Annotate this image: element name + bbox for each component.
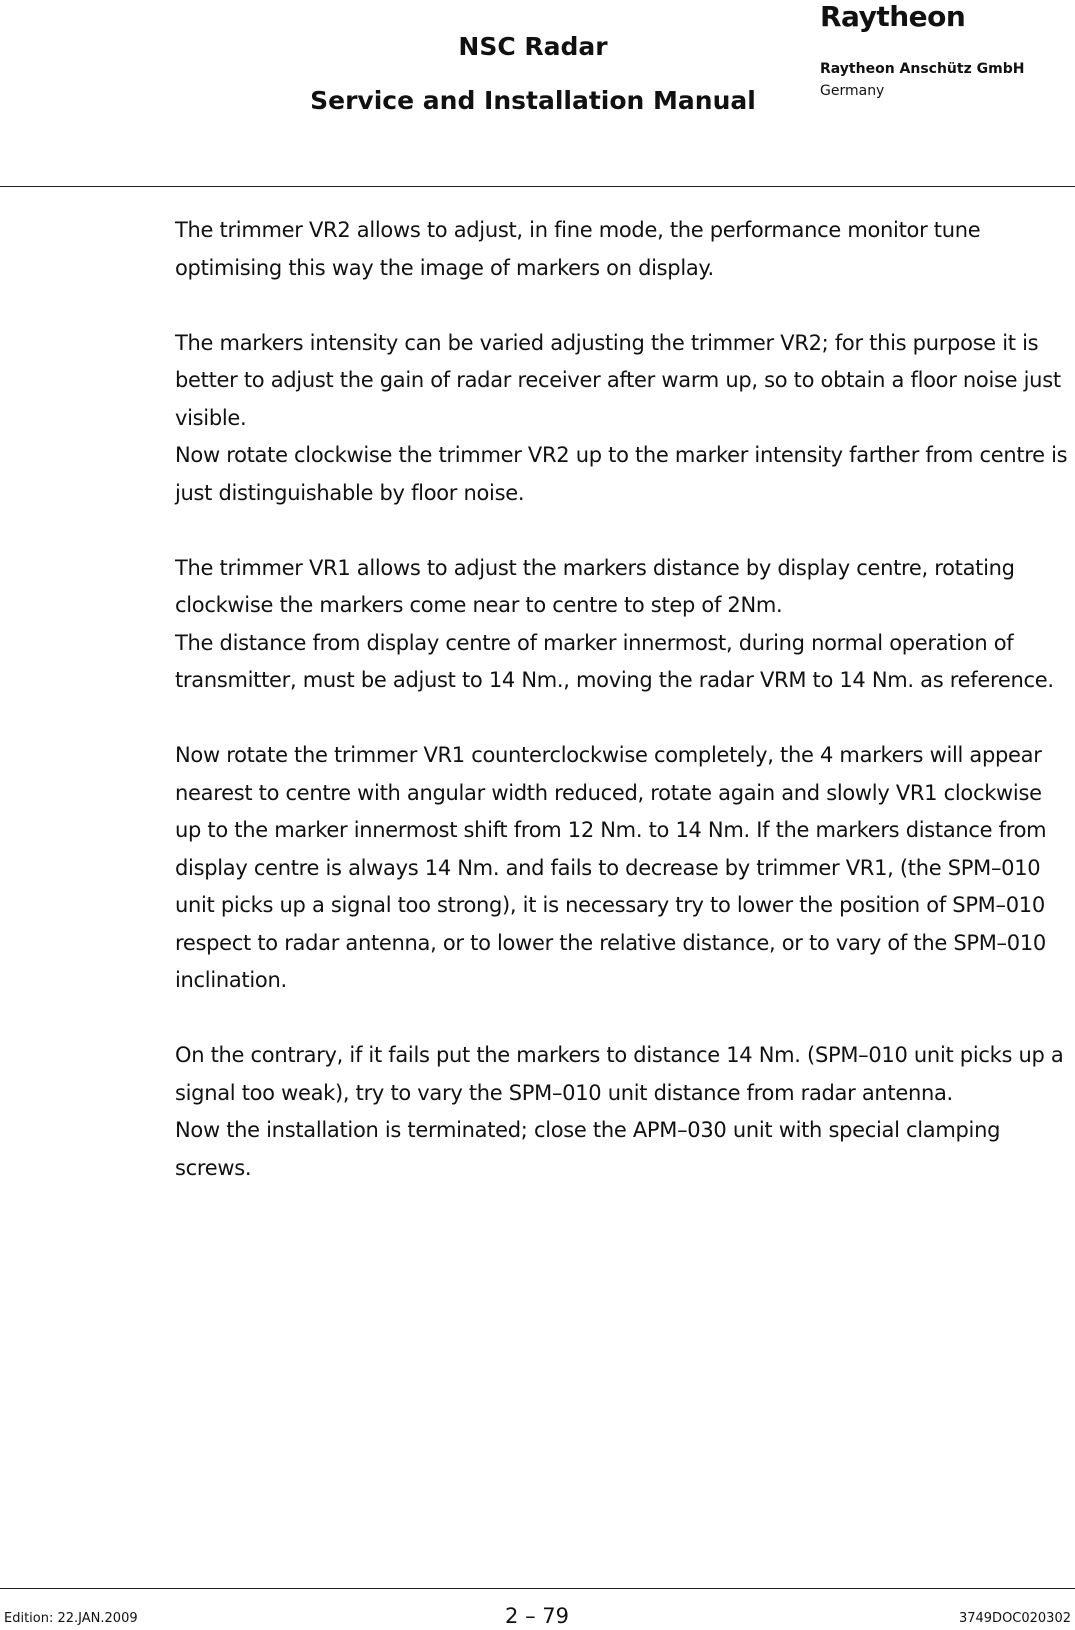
footer-divider	[0, 1588, 1075, 1589]
paragraph: Now rotate clockwise the trimmer VR2 up to the marker intensity farther from centre is just distinguishable by floor noise.	[175, 443, 1068, 505]
body-text	[175, 212, 1070, 1225]
header-divider	[0, 186, 1075, 187]
document-id: 3749DOC020302	[958, 1611, 1071, 1626]
paragraph: Now the installation is terminated; close the APM–030 unit with special clamping screws.	[175, 1118, 1001, 1180]
company-country: Germany	[820, 83, 885, 99]
page-number: 2 – 79	[505, 1604, 569, 1628]
paragraph: The trimmer VR1 allows to adjust the markers distance by display centre, rotating clockwise the markers come near to centre to step of 2Nm.	[175, 555, 1015, 617]
document-title: NSC Radar	[458, 32, 608, 61]
raytheon-logo: Raytheon	[820, 0, 966, 33]
edition-label: Edition: 22.JAN.2009	[4, 1611, 138, 1626]
paragraph: The trimmer VR2 allows to adjust, in fine mode, the performance monitor tune optimising this way the image of markers on display.	[175, 218, 981, 280]
company-name: Raytheon Anschütz GmbH	[820, 61, 1025, 77]
paragraph: The distance from display centre of marker innermost, during normal operation of transmitter, must be adjust to 14 Nm., moving the radar VRM to 14 Nm. as reference.	[175, 630, 1054, 692]
paragraph: The markers intensity can be varied adjusting the trimmer VR2; for this purpose it is better to adjust the gain of radar receiver after warm up, so to obtain a floor noise just visible.	[175, 330, 1061, 430]
paragraph: On the contrary, if it fails put the markers to distance 14 Nm. (SPM–010 unit picks up a signal too weak), try to vary the SPM–010 unit distance from radar antenna.	[175, 1043, 1064, 1105]
paragraph: Now rotate the trimmer VR1 counterclockwise completely, the 4 markers will appear nearest to centre with angular width reduced, rotate again and slowly VR1 clockwise up to the marker innermost shift from 12 Nm. to 14 Nm. If the markers distance from display centre is always 14 Nm. and fails to decrease by trimmer VR1, (the SPM–010 unit picks up a signal too strong), it is necessary try to lower the position of SPM–010 respect to radar antenna, or to lower the relative distance, or to vary of the SPM–010 inclination.	[175, 743, 1047, 992]
document-subtitle: Service and Installation Manual	[310, 86, 756, 115]
